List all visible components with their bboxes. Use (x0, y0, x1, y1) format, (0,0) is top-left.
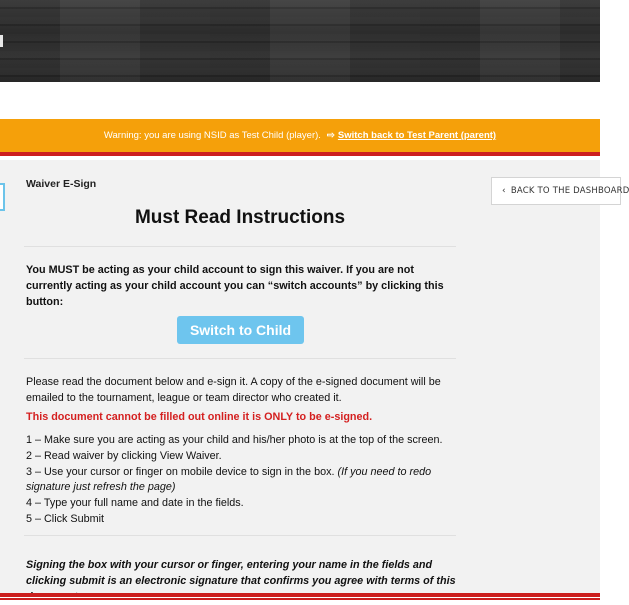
esign-only-note: This document cannot be filled out online it is ONLY to be e-signed. (26, 411, 373, 423)
step-text: 3 – Use your cursor or finger on mobile device to sign in the box. (26, 465, 335, 478)
back-to-dashboard-button[interactable] (491, 177, 629, 205)
instruction-text: You MUST be acting as your child account to sign this waiver. If you are not currently acting as your child account you can “switch accounts” by clicking this button: (26, 264, 444, 308)
nav-strip (0, 82, 600, 119)
switch-account-icon: ⇨ (326, 130, 335, 141)
switch-back-label: Switch back to Test Parent (parent) (337, 130, 497, 141)
list-item: 1 – Make sure you are acting as your child and his/her photo is at the top of the screen. (26, 434, 443, 446)
step-note: (If you need to redo signature just refresh the page) (26, 465, 432, 494)
switch-back-link[interactable] (327, 130, 496, 141)
read-document-text: Please read the document below and e-sign it. A copy of the e-signed document will be emailed to the tournament, league or team director who created it. (26, 376, 441, 404)
divider (24, 535, 456, 536)
section-title: Waiver E-Sign (26, 178, 97, 190)
bottom-divider (0, 593, 600, 600)
list-item: 2 – Read waiver by clicking View Waiver. (26, 449, 222, 462)
signature-agreement-text: Signing the box with your cursor or finger, entering your name in the fields and clicking submit is an electronic signature that confirms you agree with terms of this (26, 559, 456, 587)
top-divider (0, 152, 600, 160)
header-banner (0, 0, 600, 82)
divider (24, 358, 456, 359)
chevron-left-icon: ‹ (502, 186, 506, 196)
warning-text: Warning: you are using NSID as Test Child (player). (103, 130, 321, 141)
switch-to-child-button[interactable]: Switch to Child (177, 316, 304, 344)
impersonation-warning-bar (0, 119, 600, 152)
divider (24, 246, 456, 247)
page-title: Must Read Instructions (134, 207, 346, 228)
waiver-content-panel (0, 160, 629, 593)
back-button-label: BACK TO THE DASHBOARD (510, 186, 629, 196)
list-item: 4 – Type your full name and date in the fields. (26, 497, 244, 510)
steps-list (26, 433, 456, 528)
list-item (26, 465, 456, 497)
banner-logo-fragment (0, 35, 3, 47)
list-item: 5 – Click Submit (26, 512, 105, 525)
